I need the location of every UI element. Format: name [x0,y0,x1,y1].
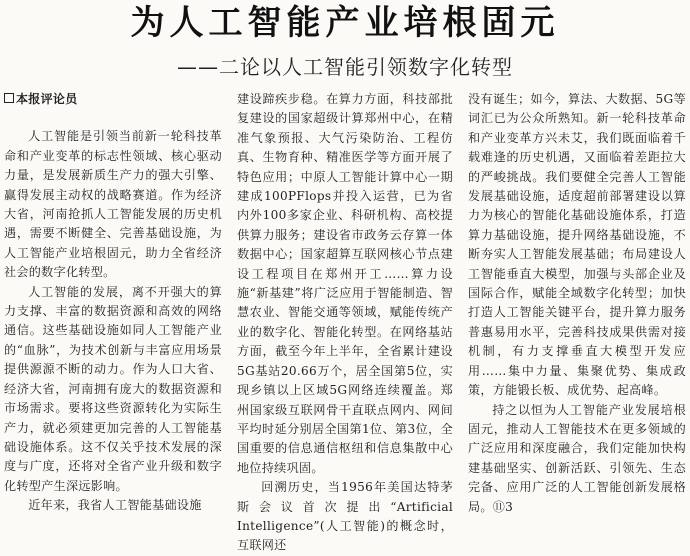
paragraph: 近年来，我省人工智能基础设施 [28,498,202,513]
column-1 [4,90,222,513]
subheadline: ——二论以人工智能引领数字化转型 [177,55,513,79]
paragraph: 建设蹄疾步稳。在算力方面，科技部批复建设的国家超级计算郑州中心，在精准气象预报、大气污染防治、工程仿真、生物育种、精准医学等方面开展了特色应用；中原人工智能计算中心一期建成100PFlops并投入运营，已为省内外100多家企业、科研机构、高校提供算力服务；建设省市政务云存算一体数据中心；国家超算互联网核心节点建设工程项目在郑州开工……算力设施“新基建”将广泛应用于智能制造、智慧农业、智能交通等领域，赋能传统产业的数字化、智能化转型。在网络基站方面，截至今年上半年，全省累计建设5G基站20.66万个，居全国第5位，实现乡镇以上区域5G网络连续覆盖。郑州国家级互联网骨干直联点网内、网间平均时延分别居全国第1位、第3位，全国重要的信息通信枢纽和信息集散中心地位持续巩固。 [237,92,453,475]
article-body [0,90,690,553]
column-3 [468,90,686,514]
square-bullet-icon [4,93,14,103]
paragraph: 回溯历史，当1956年美国达特茅斯会议首次提出“Artificial Intelligence”(人工智能)的概念时，互联网还 [237,480,453,553]
byline-text: 本报评论员 [16,92,78,106]
byline [4,90,222,109]
paragraph: 人工智能是引领当前新一轮科技革命和产业变革的标志性领域、核心驱动力量，是发展新质生产力的强大引擎、赢得发展主动权的战略赛道。作为经济大省，河南抢抓人工智能发展的历史机遇，需要不断健全、完善基础设施，为人工智能产业培根固元，助力全省经济社会的数字化转型。 [4,129,222,280]
paragraph: 持之以恒为人工智能产业发展培根固元，推动人工智能技术在更多领域的广泛应用和深度融合，我们定能加快构建基础坚实、创新活跃、引领先、生态完备、应用广泛的人工智能创新发展格局。⑪3 [468,402,686,514]
paragraph: 没有诞生；如今，算法、大数据、5G等词汇已为公众所熟知。新一轮科技革命和产业变革方兴未艾，我们既面临着千载难逢的历史机遇，又面临着差距拉大的严峻挑战。我们要健全完善人工智能发展基础设施，适度超前部署建设以算力为核心的智能化基础设施体系，打造算力基础设施，提升网络基础设施，不断夯实人工智能发展基础；布局建设人工智能垂直大模型，加强与头部企业及国际合作，赋能全域数字化转型；加快打造人工智能关键平台，提升算力服务普惠易用水平，完善科技成果供需对接机制，有力支撑垂直大模型开发应用……集中力量、集聚优势、集成政策，方能锻长板、成优势、起高峰。 [468,92,686,398]
paragraph: 人工智能的发展，离不开强大的算力支撑、丰富的数据资源和高效的网络通信。这些基础设施如同人工智能产业的“血脉”，为技术创新与丰富应用场景提供源源不断的动力。作为人口大省、经济大省，河南拥有庞大的数据资源和市场需求。要将这些资源转化为实际生产力，就必须建更加完善的人工智能基础设施体系。这不仅关乎技术发展的深度与广度，还将对全省产业升级和数字化转型产生深远影响。 [4,284,222,493]
column-2 [237,90,453,553]
headline: 为人工智能产业培根固元 [130,3,560,43]
